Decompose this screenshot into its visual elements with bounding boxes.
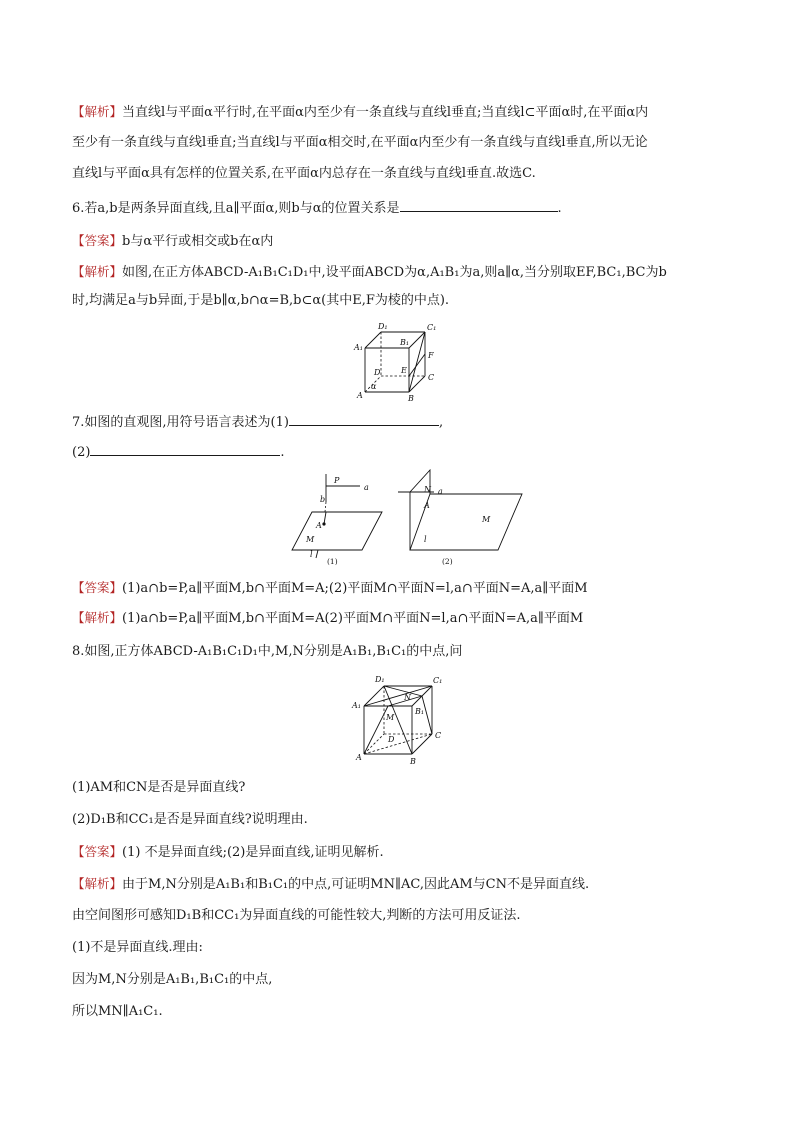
q8-analysis-line-1 xyxy=(72,875,589,894)
edge-a1d1 xyxy=(365,332,381,348)
point-a xyxy=(322,522,325,525)
analysis-tag: 【解析】 xyxy=(72,104,123,119)
label-d1: D₁ xyxy=(375,675,385,684)
q7-stem-end: . xyxy=(280,445,285,460)
analysis-text: 当直线l与平面α平行时,在平面α内至少有一条直线与直线l垂直;当直线l⊂平面α时,在平面α内 xyxy=(122,105,649,120)
q8-sub-1: (1)AM和CN是否是异面直线? xyxy=(72,780,246,795)
label-n: N xyxy=(424,485,431,494)
label-b1: B₁ xyxy=(415,707,425,716)
q8-analysis-line-3: (1)不是异面直线.理由: xyxy=(72,940,203,955)
line-b-lower xyxy=(324,512,326,524)
q7-figure-1 xyxy=(290,468,386,568)
label-alpha: α xyxy=(371,382,377,391)
label-m: M xyxy=(482,515,491,524)
answer-blank-1 xyxy=(289,413,439,426)
label-b: b xyxy=(320,495,326,504)
answer-tag: 【答案】 xyxy=(72,844,123,859)
label-a1: A₁ xyxy=(352,701,361,710)
analysis-tag: 【解析】 xyxy=(72,876,123,891)
label-a1: A₁ xyxy=(354,343,363,352)
label-c1: C₁ xyxy=(433,676,443,685)
q8-sub-2: (2)D₁B和CC₁是否是异面直线?说明理由. xyxy=(72,812,308,827)
answer-tag: 【答案】 xyxy=(72,233,123,248)
plane-m xyxy=(292,512,382,550)
answer-tag: 【答案】 xyxy=(72,580,123,595)
answer-text: b与α平行或相交或b在α内 xyxy=(122,234,274,249)
analysis-text: 如图,在正方体ABCD-A₁B₁C₁D₁中,设平面ABCD为α,A₁B₁为a,则a∥α,当分别取EF,BC₁,BC为b xyxy=(122,265,667,280)
label-a-point: A xyxy=(316,521,322,530)
q7-stem-1 xyxy=(72,413,443,432)
line-b-hidden xyxy=(325,502,326,512)
answer-blank xyxy=(400,199,558,212)
analysis-tag: 【解析】 xyxy=(72,264,123,279)
line-l xyxy=(316,550,318,558)
label-d: D xyxy=(388,735,395,744)
q6-analysis-line-1 xyxy=(72,263,667,282)
label-n: N xyxy=(404,693,411,702)
q6-answer xyxy=(72,232,273,251)
label-p: P xyxy=(334,476,340,485)
label-b: B xyxy=(410,757,416,766)
q8-cube-figure xyxy=(348,670,444,768)
label-a-line: a xyxy=(438,487,443,496)
label-d1: D₁ xyxy=(378,322,388,331)
q5-analysis-line-3: 直线l与平面α具有怎样的位置关系,在平面α内总存在一条直线与直线l垂直.故选C. xyxy=(72,166,536,181)
analysis-text: 由于M,N分别是A₁B₁和B₁C₁的中点,可证明MN∥AC,因此AM与CN不是异面直线. xyxy=(122,877,590,892)
q6-stem-text: 6.若a,b是两条异面直线,且a∥平面α,则b与α的位置关系是 xyxy=(72,201,400,216)
q5-analysis-line-2: 至少有一条直线与直线l垂直;当直线l与平面α相交时,在平面α内至少有一条直线与直线l垂直,所以无论 xyxy=(72,135,648,150)
label-e: E xyxy=(401,366,407,375)
label-m: M xyxy=(386,713,395,722)
label-l: l xyxy=(424,535,427,544)
q6-stem xyxy=(72,199,562,218)
q7-answer xyxy=(72,579,588,598)
q8-analysis-line-2: 由空间图形可感知D₁B和CC₁为异面直线的可能性较大,判断的方法可用反证法. xyxy=(72,908,521,923)
label-m: M xyxy=(306,535,315,544)
q6-stem-end: . xyxy=(557,201,562,216)
label-a-line: a xyxy=(364,483,369,492)
label-c: C xyxy=(428,373,435,382)
answer-text: (1)a∩b=P,a∥平面M,b∩平面M=A;(2)平面M∩平面N=l,a∩平面N=A,a∥平面M xyxy=(122,581,588,596)
label-a: A xyxy=(357,391,363,400)
segment-ef xyxy=(409,354,425,376)
q7-stem-part2: (2) xyxy=(72,445,91,460)
label-a: A xyxy=(356,753,362,762)
q7-stem-comma: , xyxy=(438,415,444,430)
q6-cube-figure xyxy=(345,318,445,402)
caption-2: (2) xyxy=(442,557,453,566)
segment-bc1 xyxy=(409,332,425,392)
q8-analysis-line-4: 因为M,N分别是A₁B₁,B₁C₁的中点, xyxy=(72,972,273,987)
label-l: l xyxy=(310,550,313,559)
label-c: C xyxy=(435,731,442,740)
label-d: D xyxy=(374,368,381,377)
label-b1: B₁ xyxy=(400,338,410,347)
plane-n xyxy=(410,470,430,550)
label-c1: C₁ xyxy=(427,323,437,332)
q7-analysis xyxy=(72,609,583,628)
q7-stem-2 xyxy=(72,443,285,462)
q6-analysis-line-2: 时,均满足a与b异面,于是b∥α,b∩α=B,b⊂α(其中E,F为棱的中点). xyxy=(72,293,450,308)
q7-figure-2 xyxy=(394,468,524,568)
analysis-text: (1)a∩b=P,a∥平面M,b∩平面M=A(2)平面M∩平面N=l,a∩平面N=A,a∥平面M xyxy=(122,611,584,626)
q8-stem: 8.如图,正方体ABCD-A₁B₁C₁D₁中,M,N分别是A₁B₁,B₁C₁的中点,问 xyxy=(72,644,463,659)
answer-text: (1) 不是异面直线;(2)是异面直线,证明见解析. xyxy=(122,845,384,860)
label-b: B xyxy=(408,394,414,402)
answer-blank-2 xyxy=(90,443,280,456)
caption-1: (1) xyxy=(327,557,338,566)
label-f: F xyxy=(428,351,434,360)
q7-stem-text: 7.如图的直观图,用符号语言表述为(1) xyxy=(72,415,289,430)
q8-answer xyxy=(72,843,384,862)
analysis-tag: 【解析】 xyxy=(72,610,123,625)
q8-analysis-line-5: 所以MN∥A₁C₁. xyxy=(72,1004,163,1019)
label-a-point: A xyxy=(424,501,430,510)
q5-analysis-line-1 xyxy=(72,103,648,122)
